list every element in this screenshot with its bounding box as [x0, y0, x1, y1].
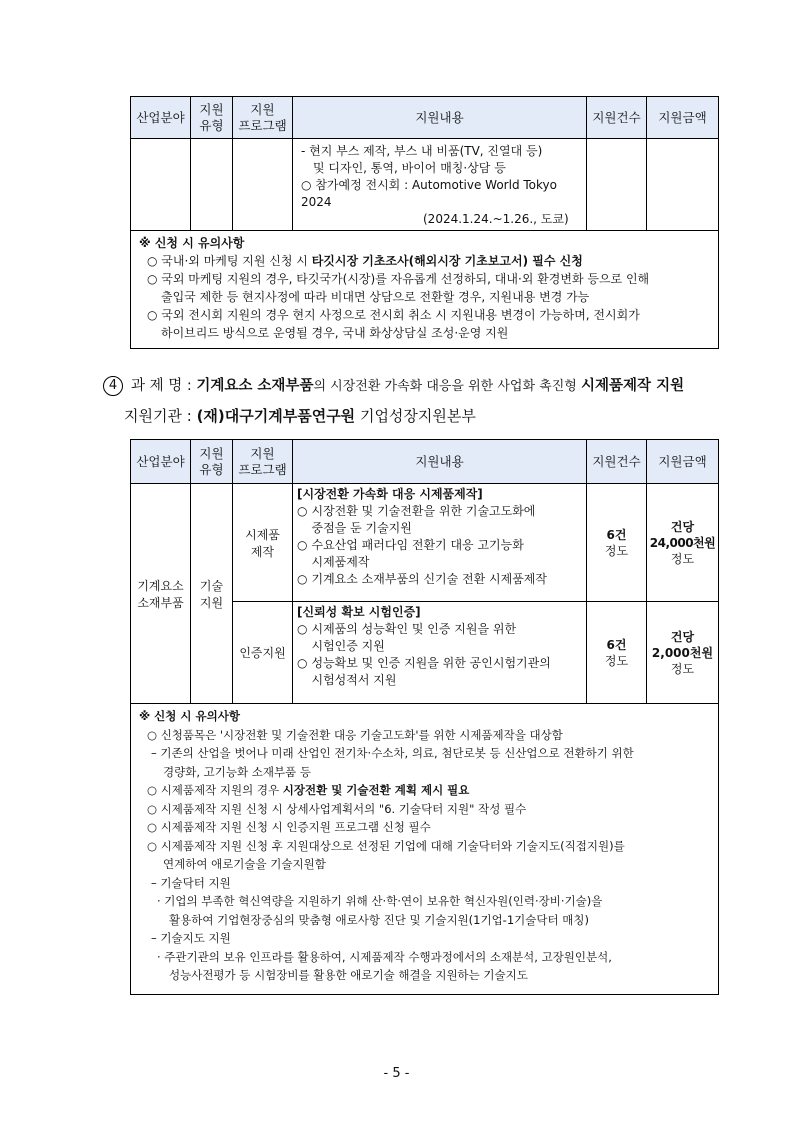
content-line	[297, 177, 582, 211]
circle-bullet-icon: ○	[297, 622, 308, 636]
note-line: 하이브리드 방식으로 운영될 경우, 국내 화상상담실 조성·운영 지원	[161, 326, 509, 340]
content-bullet	[297, 571, 582, 588]
amount-suffix: 정도	[670, 551, 695, 566]
notes-title: ※ 신청 시 유의사항	[139, 709, 240, 723]
note-line: · 주관기관의 보유 인프라를 활용하여, 시제품제작 수행과정에서의 소재분석, 고장원인분석,	[157, 949, 612, 964]
circle-bullet-icon: ○	[297, 538, 308, 552]
notes-title: ※ 신청 시 유의사항	[139, 236, 245, 250]
task-title	[103, 374, 723, 399]
header-count: 지원건수	[587, 440, 647, 484]
note-line	[139, 781, 712, 800]
page-number: - 5 -	[383, 1066, 410, 1081]
notes-box-2	[131, 704, 719, 995]
cell-content-certification	[293, 602, 587, 704]
note-bold-text: 타깃시장 기초조사(해외시장 기초보고서) 필수 신청	[311, 254, 583, 268]
header-type	[191, 97, 233, 139]
amount-prefix: 건당	[670, 629, 695, 644]
agency-dept: 기업성장지원본부	[355, 407, 476, 425]
header-type-text: 지원 유형	[199, 101, 224, 133]
circled-number: 4	[103, 376, 123, 396]
header-program-text: 지원 프로그램	[238, 445, 287, 477]
header-amount: 지원금액	[647, 440, 719, 484]
header-type	[191, 440, 233, 484]
header-program	[233, 97, 293, 139]
content-text: 기계요소 소재부품의 신기술 전환 시제품제작	[311, 572, 547, 586]
content-bullet	[297, 503, 582, 537]
support-table-1	[130, 96, 719, 349]
note-line: ○ 국외 마케팅 지원의 경우, 타깃국가(시장)를 자유롭게 선정하되, 대내·외 환경변화 등으로 인해	[147, 272, 650, 286]
content-line	[297, 211, 582, 228]
notes-box-1	[131, 231, 719, 349]
content-text: 참가예정 전시회 : Automotive World Tokyo 2024	[301, 178, 557, 209]
cell-count-certification	[587, 602, 647, 704]
circle-bullet-icon: ○	[297, 656, 308, 670]
cell-type	[191, 484, 233, 704]
task-label: 과 제 명 :	[131, 378, 197, 394]
cell-content	[293, 139, 587, 231]
content-line	[297, 143, 582, 160]
cell-amount-prototype	[647, 484, 719, 602]
cell-count-prototype	[587, 484, 647, 602]
content-bullet	[297, 655, 582, 689]
content-text: 수요산업 패러다임 전환기 대응 고기능화 시제품제작	[311, 538, 524, 569]
header-content: 지원내용	[293, 97, 587, 139]
circle-bullet-icon: ○	[297, 504, 308, 518]
content-text: 시장전환 및 기술전환을 위한 기술고도화에 중점을 둔 기술지원	[311, 504, 536, 535]
note-line: ○ 시제품제작 지원 신청 시 인증지원 프로그램 신청 필수	[147, 820, 431, 834]
note-text: ○ 국내·외 마케팅 지원 신청 시	[147, 254, 312, 268]
count-value: 6건	[606, 637, 627, 652]
cell-count	[587, 139, 647, 231]
cell-amount	[647, 139, 719, 231]
amount-prefix: 건당	[670, 519, 695, 534]
type-text: 기술 지원	[199, 578, 224, 610]
program-name: 시제품 제작	[245, 527, 280, 559]
note-line: 출입국 제한 등 현지사정에 따라 비대면 상담으로 전환할 경우, 지원내용 변경 가능	[161, 290, 590, 304]
note-line: ○ 신청품목은 '시장전환 및 기술전환 대응 기술고도화'를 위한 시제품제작을 대상함	[147, 727, 563, 742]
task-name-end: 시제품제작 지원	[580, 378, 685, 394]
circle-bullet-icon: ○	[297, 572, 308, 586]
note-line: ○ 시제품제작 지원 신청 시 상세사업계획서의 "6. 기술닥터 지원" 작성 필수	[147, 801, 527, 816]
content-text: 성능확보 및 인증 지원을 위한 공인시험기관의 시험성적서 지원	[311, 656, 551, 687]
cell-industry	[131, 139, 191, 231]
cell-amount-certification	[647, 602, 719, 704]
task-name-bold: 기계요소 소재부품	[196, 378, 314, 394]
content-title: [시장전환 가속화 대응 시제품제작]	[297, 487, 483, 501]
note-line: – 기술닥터 지원	[151, 875, 231, 890]
agency-line	[124, 404, 476, 428]
cell-program	[233, 139, 293, 231]
agency-label: 지원기관 :	[124, 407, 197, 425]
cell-program-certification	[233, 602, 293, 704]
note-line: 활용하여 기업현장중심의 맞춤형 애로사항 진단 및 기술지원(1기업-1기술닥터 매칭)	[169, 912, 589, 927]
header-program-text: 지원 프로그램	[238, 101, 287, 133]
note-line: – 기존의 산업을 벗어나 미래 산업인 전기차·수소차, 의료, 첨단로봇 등 신산업으로 전환하기 위한	[151, 746, 634, 760]
header-industry: 산업분야	[131, 97, 191, 139]
content-text: (2024.1.24.~1.26., 도쿄)	[423, 212, 569, 226]
program-name: 인증지원	[239, 646, 286, 660]
content-text: 시제품의 성능확인 및 인증 지원을 위한 시험인증 지원	[311, 622, 517, 653]
header-content: 지원내용	[293, 440, 587, 484]
count-suffix: 정도	[604, 653, 629, 668]
header-type-text: 지원 유형	[199, 445, 224, 477]
cell-industry	[131, 484, 191, 704]
amount-value: 2,000천원	[651, 645, 714, 660]
note-text: ○ 시제품제작 지원의 경우	[147, 783, 283, 797]
industry-text: 기계요소 소재부품	[137, 578, 184, 610]
count-suffix: 정도	[604, 543, 629, 558]
dash-mark: -	[301, 144, 306, 158]
content-text: 현지 부스 제작, 부스 내 비품(TV, 진열대 등)	[309, 144, 543, 158]
note-line: 성능사전평가 등 시험장비를 활용한 애로기술 해결을 지원하는 기술지도	[169, 968, 528, 982]
note-line: ○ 국외 전시회 지원의 경우 현지 사정으로 전시회 취소 시 지원내용 변경이 가능하며, 전시회가	[147, 308, 640, 322]
cell-type	[191, 139, 233, 231]
note-line	[139, 252, 712, 270]
amount-suffix: 정도	[670, 661, 695, 676]
note-line: – 기술지도 지원	[151, 931, 231, 945]
circle-bullet-icon: ○	[301, 178, 312, 192]
content-bullet	[297, 621, 582, 655]
note-line: ○ 시제품제작 지원 신청 후 지원대상으로 선정된 기업에 대해 기술닥터와 기술지도(직접지원)를	[147, 838, 625, 853]
cell-program-prototype	[233, 484, 293, 602]
note-line: 연계하여 애로기술을 기술지원함	[163, 857, 326, 871]
note-bold-text: 시장전환 및 기술전환 계획 제시 필요	[282, 783, 470, 797]
content-bullet	[297, 537, 582, 571]
header-industry: 산업분야	[131, 440, 191, 484]
agency-name: (재)대구기계부품연구원	[196, 407, 356, 425]
amount-value: 24,000천원	[649, 535, 716, 550]
support-table-2	[130, 439, 719, 995]
cell-content-prototype	[293, 484, 587, 602]
count-value: 6건	[606, 527, 627, 542]
header-amount: 지원금액	[647, 97, 719, 139]
task-name-mid: 의 시장전환 가속화 대응을 위한 사업화 촉진형	[313, 379, 581, 394]
content-text: 및 디자인, 통역, 바이어 매칭·상담 등	[313, 161, 506, 175]
header-count: 지원건수	[587, 97, 647, 139]
content-title: [신뢰성 확보 시험인증]	[297, 605, 421, 619]
content-line	[297, 160, 582, 177]
note-line: 경량화, 고기능화 소재부품 등	[163, 764, 311, 779]
note-line: · 기업의 부족한 혁신역량을 지원하기 위해 산·학·연이 보유한 혁신자원(인력·장비·기술)을	[157, 894, 603, 908]
header-program	[233, 440, 293, 484]
